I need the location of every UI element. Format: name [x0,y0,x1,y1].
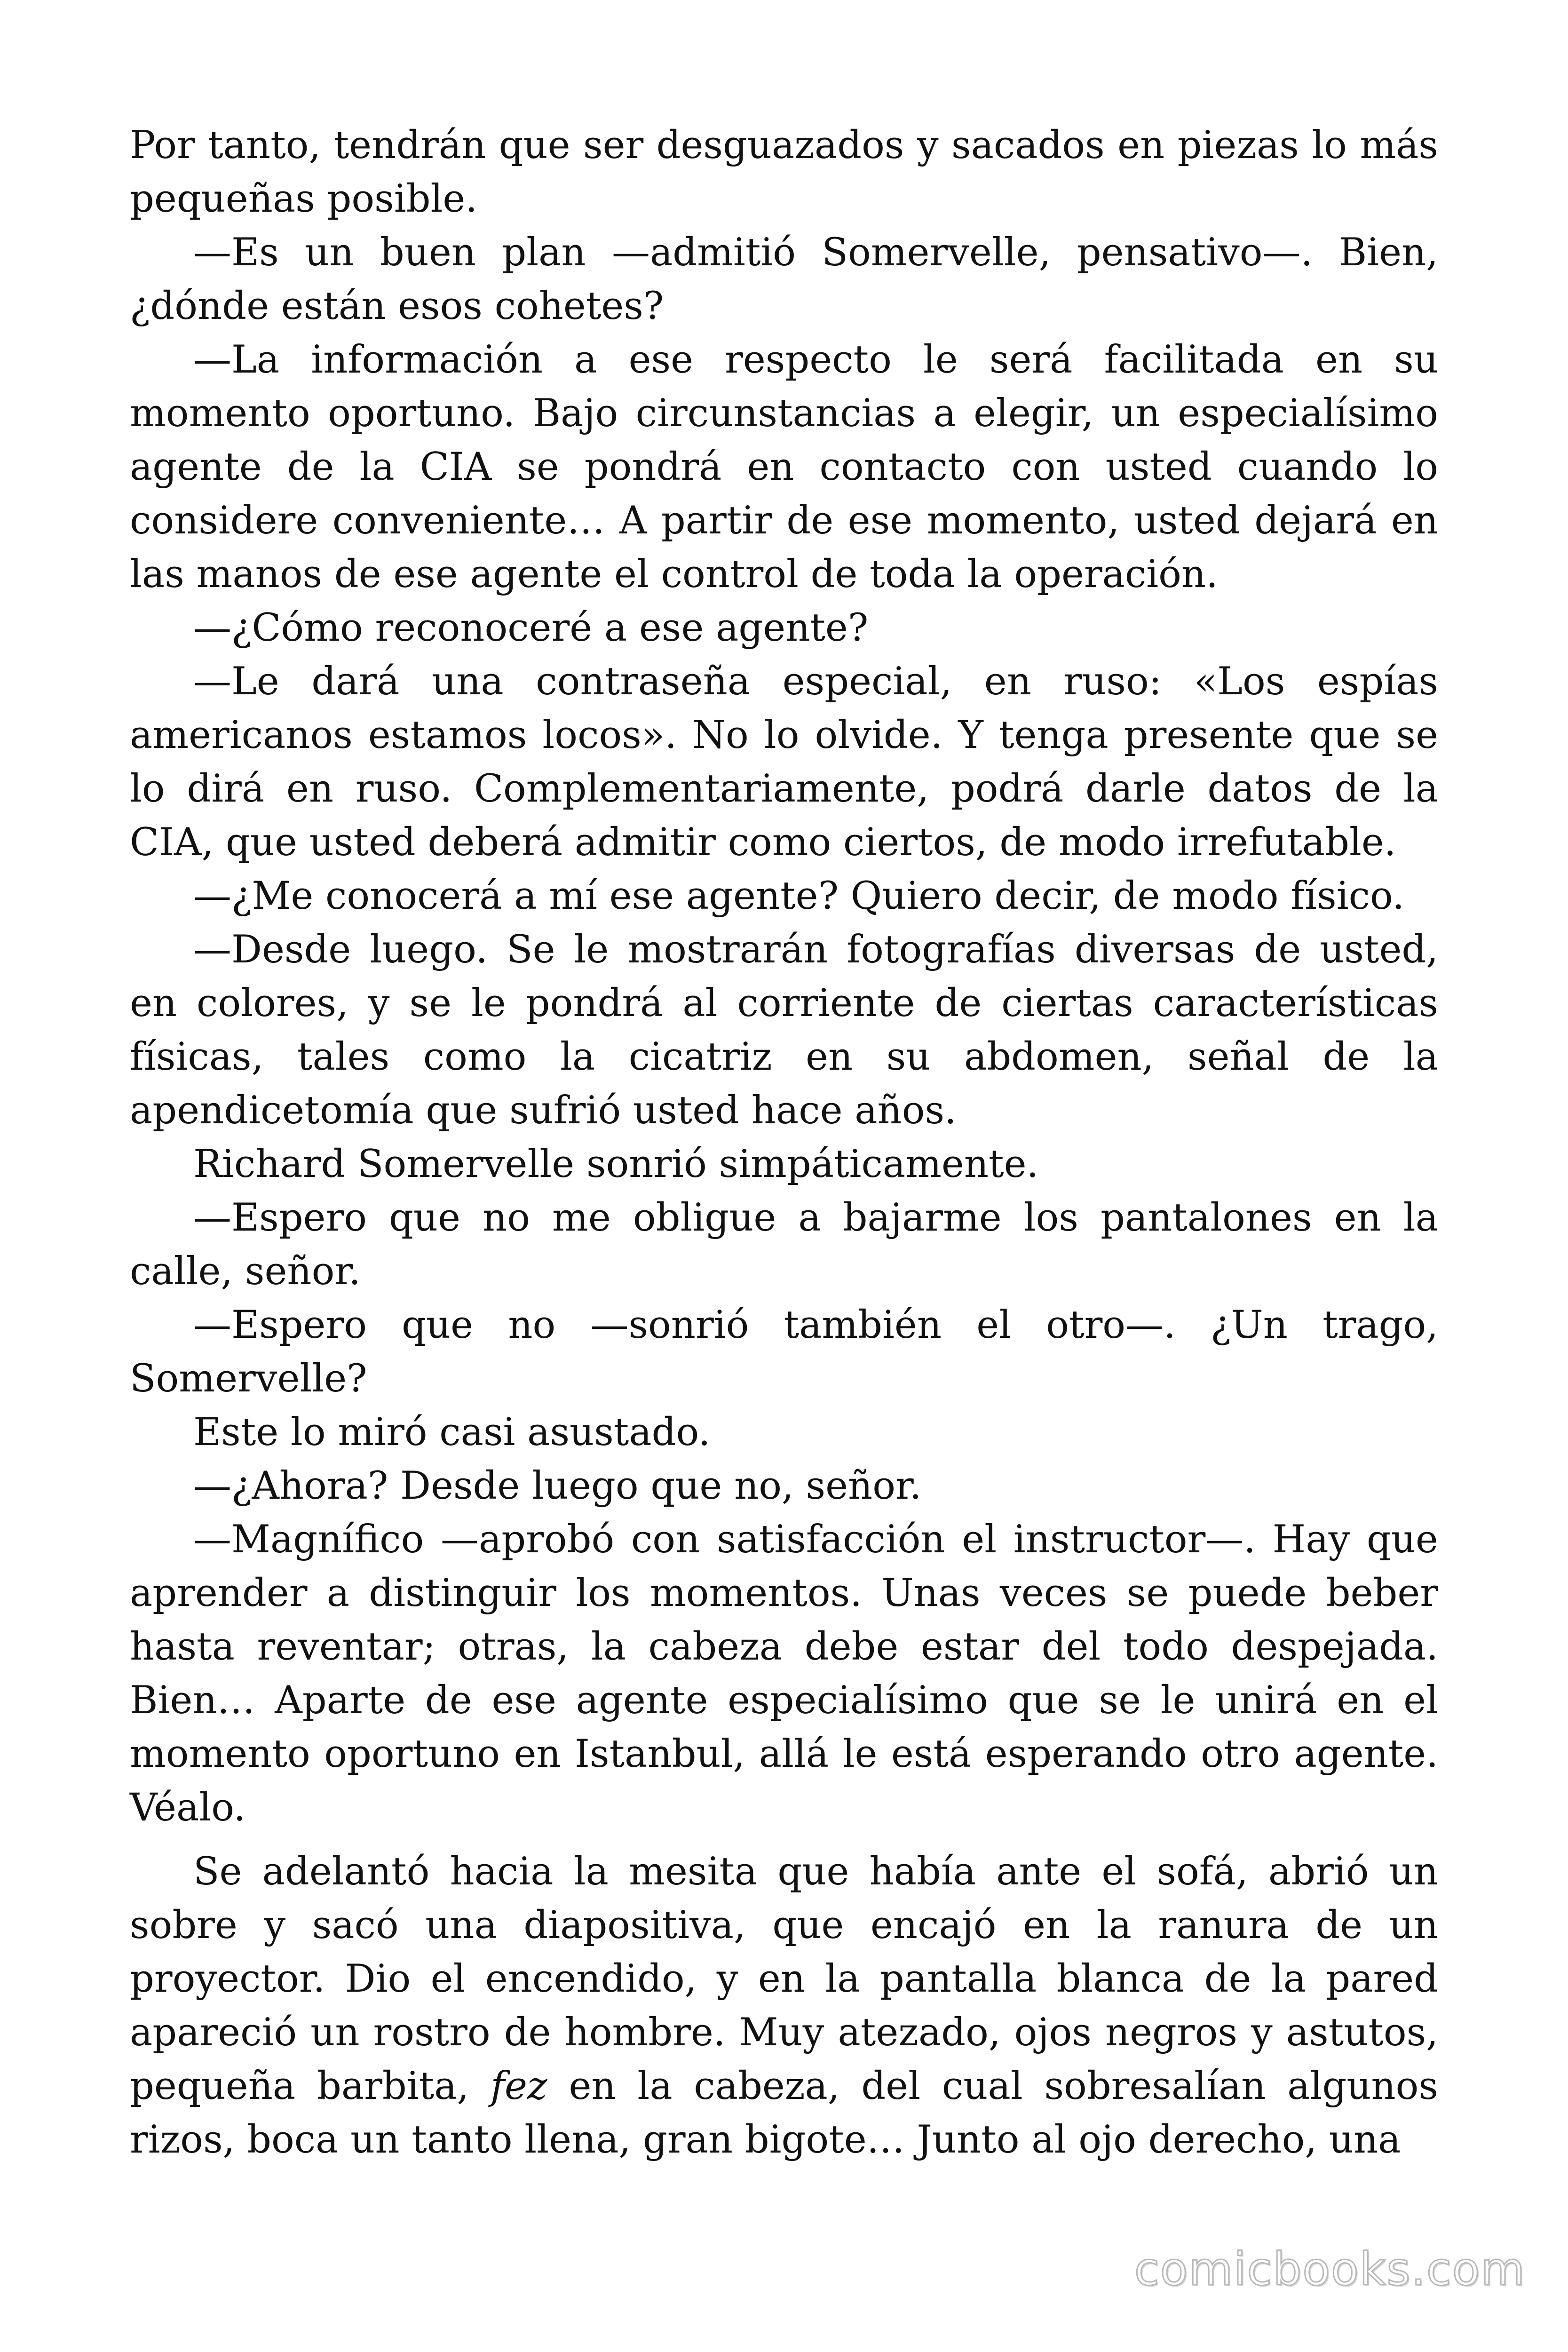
last-paragraph [130,1845,1438,2167]
paragraph: —¿Ahora? Desde luego que no, señor. [193,1464,922,1508]
paragraph: Por tanto, tendrán que ser desguazados y sacados en piezas lo más pequeñas posible. [130,123,1438,221]
watermark-logo: comicbooks.com [1134,2243,1526,2296]
paragraph: —Magnífico —aprobó con satisfacción el instructor—. Hay que aprender a distinguir los momentos. Unas veces se puede beber hasta reventar; otras, la cabeza debe estar del todo despejada. Bien… Aparte de ese agente especialísimo que se le unirá en el momento oportuno en Istanbul, allá le está esperando otro agente. Véalo. [130,1518,1438,1830]
paragraph: —La información a ese respecto le será facilitada en su momento oportuno. Bajo circunstancias a elegir, un especialísimo agente de la CIA se pondrá en contacto con usted cuando lo considere conveniente… A partir de ese momento, usted dejará en las manos de ese agente el control de toda la operación. [130,338,1438,596]
last-paragraph-start: Se adelantó hacia la mesita que había ante el sofá, abrió un sobre y sacó una diapositiva, que encajó en la ranura de un proyector. Dio el encendido, y en la pantalla blanca de la pared apareció un rostro de hombre. Muy atezado, ojos negros y astutos, pequeña barbita, [130,1850,1438,2108]
page-body [130,119,1438,2167]
paragraph: —Espero que no me obligue a bajarme los pantalones en la calle, señor. [130,1196,1438,1294]
paragraph: —Le dará una contraseña especial, en ruso: «Los espías americanos estamos locos». No lo olvide. Y tenga presente que se lo dirá en ruso. Complementariamente, podrá darle datos de la CIA, que usted deberá admitir como ciertos, de modo irrefutable. [130,660,1438,865]
paragraph: —Es un buen plan —admitió Somervelle, pensativo—. Bien, ¿dónde están esos cohetes? [130,230,1438,328]
paragraph: Este lo miró casi asustado. [193,1410,711,1454]
paragraph: —Espero que no —sonrió también el otro—. ¿Un trago, Somervelle? [130,1303,1438,1401]
paragraph: Richard Somervelle sonrió simpáticamente. [193,1142,1039,1186]
paragraph: —¿Me conocerá a mí ese agente? Quiero decir, de modo físico. [193,874,1405,918]
paragraph: —¿Cómo reconoceré a ese agente? [193,606,869,650]
paragraph: —Desde luego. Se le mostrarán fotografías diversas de usted, en colores, y se le pondrá al corriente de ciertas características físicas, tales como la cicatriz en su abdomen, señal de la apendicetomía que sufrió usted hace años. [130,928,1438,1133]
italic-word: fez [491,2064,547,2108]
last-paragraph-end: en la cabeza, del cual sobresalían algunos rizos, boca un tanto llena, gran bigote… Junto al ojo derecho, una [130,2064,1438,2162]
